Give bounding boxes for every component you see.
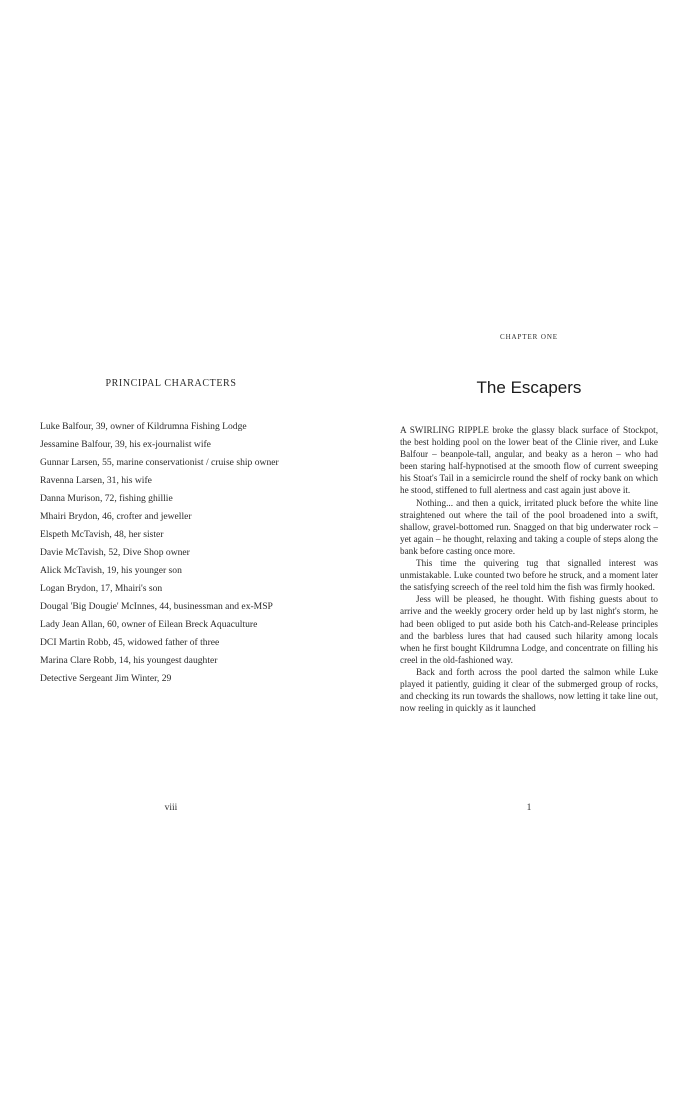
character-entry: Ravenna Larsen, 31, his wife <box>40 475 152 486</box>
right-page <box>350 0 700 1096</box>
character-entry: Dougal 'Big Dougie' McInnes, 44, businessman and ex-MSP <box>40 601 273 612</box>
character-entry: Gunnar Larsen, 55, marine conservationist / cruise ship owner <box>40 457 279 468</box>
character-entry: Marina Clare Robb, 14, his youngest daughter <box>40 655 218 666</box>
body-paragraph: Jess will be pleased, he thought. With fishing guests about to arrive and the weekly grocery order held up by last night's storm, he had been obliged to put aside both his Catch-and-Release principles and the barbless lures that had caused such hilarity among locals when he first bought Kildrumna Lodge, and concentrate on filling his creel in the old-fashioned way. <box>400 594 658 665</box>
body-paragraph: This time the quivering tug that signalled interest was unmistakable. Luke counted two before he struck, and a moment later the satisfying screech of the reel told him the fish was firmly hooked. <box>400 558 658 593</box>
chapter-body <box>400 424 658 714</box>
body-paragraph: A SWIRLING RIPPLE broke the glassy black surface of Stockpot, the best holding pool on the lower beat of the Clinie river, and Luke Balfour – beanpole-tall, angular, and beaky as a heron – who had been staring half-hypnotised at the smooth flow of current sweeping his Stoat's Tail in a semicircle round the shelf of rocky bank on which he stood, stiffened to full alertness and cast again just above it. <box>400 425 658 496</box>
character-entry: Logan Brydon, 17, Mhairi's son <box>40 583 163 594</box>
right-page-number: 1 <box>526 803 532 813</box>
chapter-label: CHAPTER ONE <box>500 333 558 341</box>
character-entry: Lady Jean Allan, 60, owner of Eilean Breck Aquaculture <box>40 619 258 630</box>
principal-characters-heading: PRINCIPAL CHARACTERS <box>105 378 237 389</box>
character-entry: Mhairi Brydon, 46, crofter and jeweller <box>40 511 192 522</box>
character-entry: Alick McTavish, 19, his younger son <box>40 565 182 576</box>
left-page-number: viii <box>164 803 178 813</box>
character-entry: Luke Balfour, 39, owner of Kildrumna Fishing Lodge <box>40 421 247 432</box>
character-entry: Jessamine Balfour, 39, his ex-journalist wife <box>40 439 211 450</box>
character-entry: Detective Sergeant Jim Winter, 29 <box>40 673 172 684</box>
chapter-title: The Escapers <box>476 378 582 397</box>
character-list <box>40 418 330 688</box>
body-paragraph: Nothing... and then a quick, irritated pluck before the white line straightened out where the tail of the pool broadened into a swift, shallow, gravel-bottomed run. Snagged on that big underwater rock – yet again – he thought, relaxing and taking a couple of steps along the bank before casting once more. <box>400 497 658 556</box>
character-entry: Elspeth McTavish, 48, her sister <box>40 529 164 540</box>
character-entry: Danna Murison, 72, fishing ghillie <box>40 493 173 504</box>
body-paragraph: Back and forth across the pool darted the salmon while Luke played it patiently, guiding it clear of the submerged group of rocks, and checking its run towards the shallows, now letting it take line out, now reeling in quickly as it launched <box>400 666 658 714</box>
character-entry: Davie McTavish, 52, Dive Shop owner <box>40 547 190 558</box>
character-entry: DCI Martin Robb, 45, widowed father of three <box>40 637 220 648</box>
